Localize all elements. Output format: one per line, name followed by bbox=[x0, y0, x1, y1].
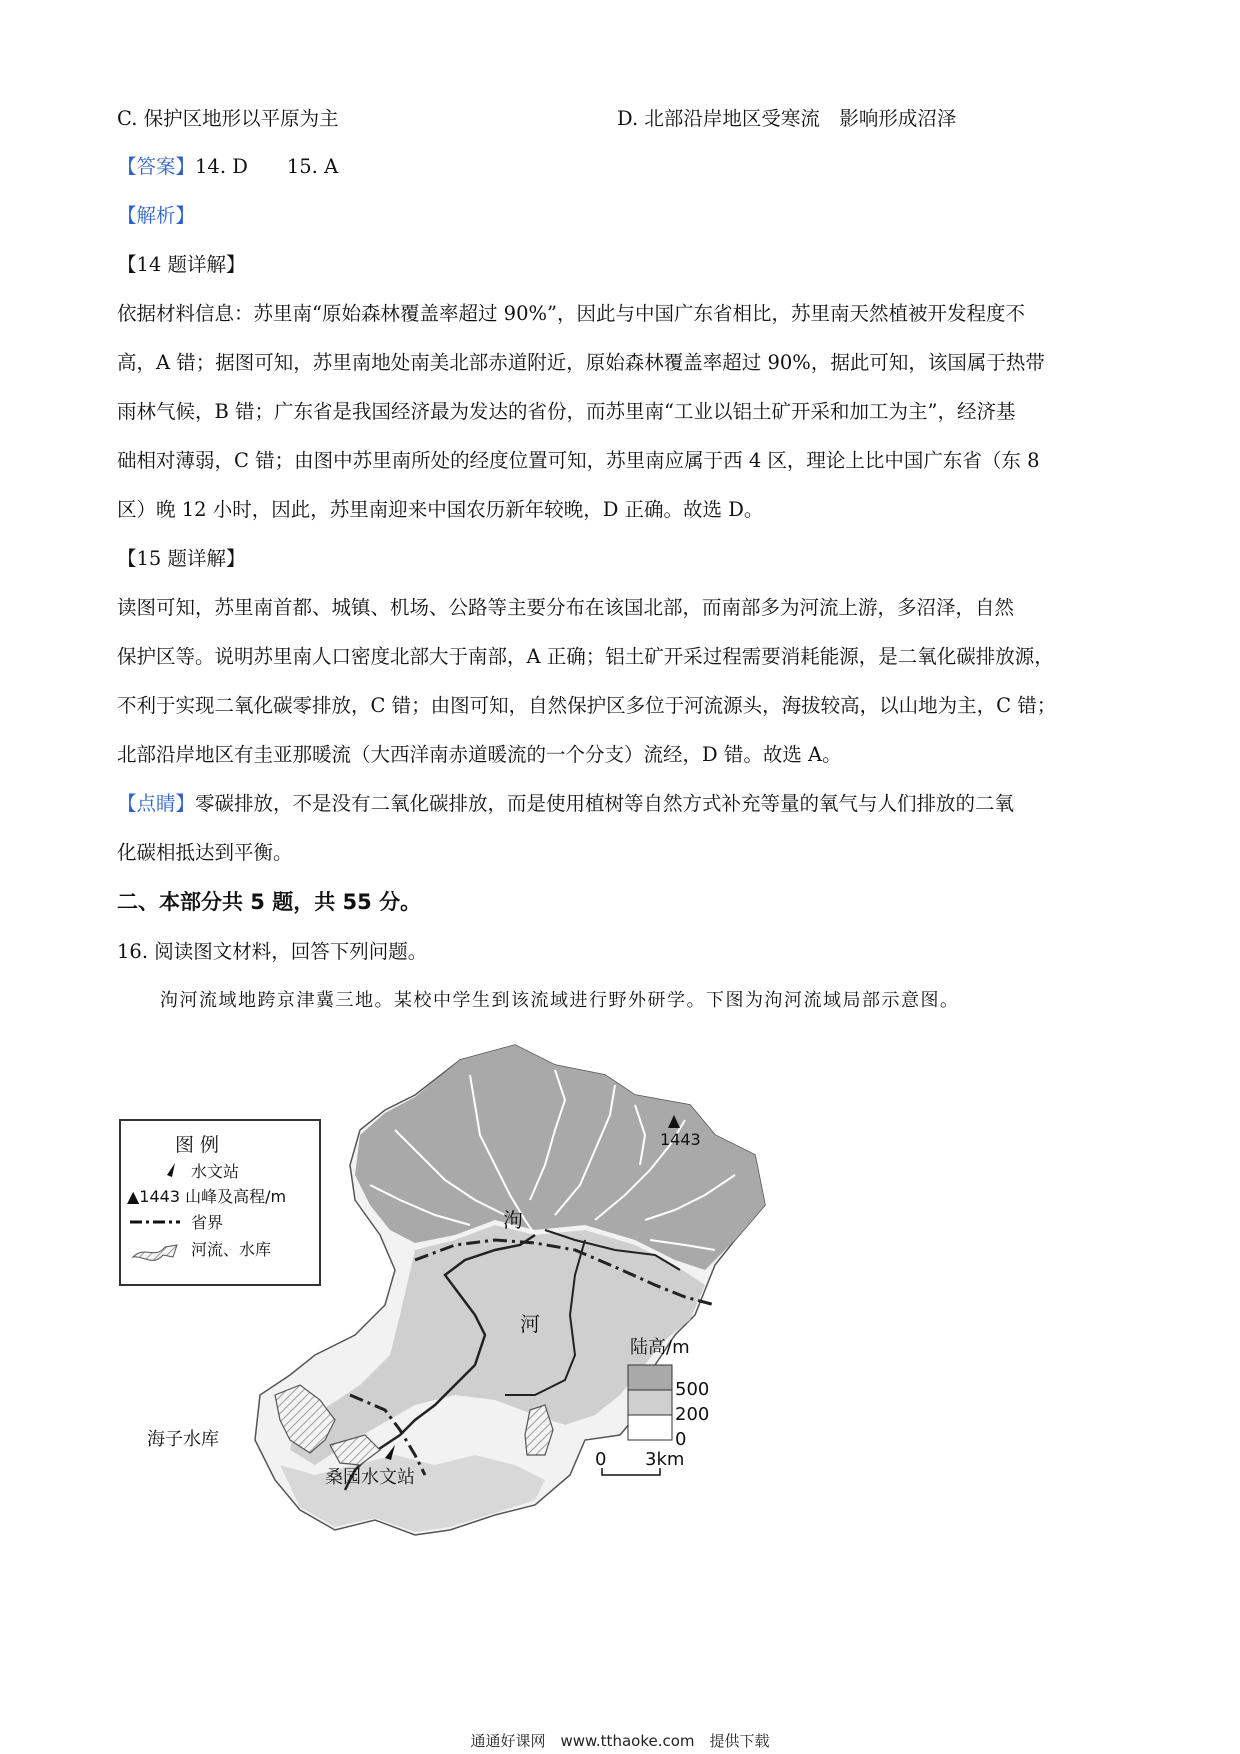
option-c: C. 保护区地形以平原为主 bbox=[117, 107, 339, 130]
answer-tag: 【答案】 bbox=[117, 155, 196, 178]
legend-river: 河流、水库 bbox=[191, 1240, 272, 1259]
watershed-map bbox=[115, 1035, 815, 1575]
legend-peak: ▲1443 山峰及高程/m bbox=[127, 1187, 287, 1206]
elev-tick-500: 500 bbox=[675, 1379, 710, 1400]
q15-line-1: 读图可知，苏里南首都、城镇、机场、公路等主要分布在该国北部，而南部多为河流上游，多沼泽，自然 bbox=[117, 596, 1015, 619]
elev-tick-0: 0 bbox=[675, 1429, 687, 1450]
scale-three: 3km bbox=[645, 1449, 685, 1470]
q14-line-5: 区）晚 12 小时，因此，苏里南迎来中国农历新年较晚，D 正确。故选 D。 bbox=[117, 498, 764, 521]
reservoir-label: 海子水库 bbox=[147, 1429, 219, 1450]
river-label-2: 河 bbox=[520, 1312, 540, 1336]
q14-line-2: 高，A 错；据图可知，苏里南地处南美北部赤道附近，原始森林覆盖率超过 90%，据此可知，该国属于热带 bbox=[117, 351, 1045, 374]
peak-label: 1443 bbox=[660, 1130, 701, 1149]
tip-text: 零碳排放，不是没有二氧化碳排放，而是使用植树等自然方式补充等量的氧气与人们排放的二氧 bbox=[195, 792, 1015, 815]
tip-line-1 bbox=[117, 793, 1014, 815]
q14-line-4: 础相对薄弱，C 错；由图中苏里南所处的经度位置可知，苏里南应属于西 4 区，理论上比中国广东省（东 8 bbox=[117, 449, 1040, 472]
q15-heading: 【15 题详解】 bbox=[117, 547, 246, 570]
tip-tag: 【点睛】 bbox=[117, 792, 196, 815]
q16-material: 泃河流域地跨京津冀三地。某校中学生到该流域进行野外研学。下图为泃河流域局部示意图。 bbox=[160, 990, 960, 1011]
station-label: 桑园水文站 bbox=[325, 1467, 415, 1488]
q14-heading: 【14 题详解】 bbox=[117, 253, 246, 276]
q16-title: 16. 阅读图文材料，回答下列问题。 bbox=[117, 940, 428, 963]
elev-key-low bbox=[628, 1415, 672, 1440]
elev-key-high bbox=[628, 1365, 672, 1390]
elev-key-mid bbox=[628, 1390, 672, 1415]
scale-zero: 0 bbox=[595, 1449, 607, 1470]
q15-line-2: 保护区等。说明苏里南人口密度北部大于南部，A 正确；铝土矿开采过程需要消耗能源，是二氧化碳排放源， bbox=[117, 645, 1054, 668]
q15-line-4: 北部沿岸地区有圭亚那暖流（大西洋南赤道暖流的一个分支）流经，D 错。故选 A。 bbox=[117, 743, 842, 766]
page-footer: 通通好课网 www.tthaoke.com 提供下载 bbox=[470, 1732, 770, 1750]
answer-line bbox=[117, 156, 338, 178]
q15-line-3: 不利于实现二氧化碳零排放，C 错；由图可知，自然保护区多位于河流源头，海拔较高，以山地为主，C 错； bbox=[117, 694, 1057, 717]
legend-station: 水文站 bbox=[191, 1162, 240, 1181]
tip-line-2: 化碳相抵达到平衡。 bbox=[117, 841, 293, 864]
q14-line-3: 雨林气候，B 错；广东省是我国经济最为发达的省份，而苏里南“工业以铝土矿开采和加工为主”，经济基 bbox=[117, 400, 1016, 423]
section-title: 二、本部分共 5 题，共 55 分。 bbox=[117, 890, 422, 914]
legend-title: 图 例 bbox=[175, 1134, 220, 1156]
elev-tick-200: 200 bbox=[675, 1404, 710, 1425]
river-label-1: 泃 bbox=[503, 1208, 523, 1232]
option-d: D. 北部沿岸地区受寒流 影响形成沼泽 bbox=[617, 107, 957, 130]
q14-line-1: 依据材料信息：苏里南“原始森林覆盖率超过 90%”，因此与中国广东省相比，苏里南天然植被开发程度不 bbox=[117, 302, 1025, 325]
answer-text: 14. D 15. A bbox=[195, 155, 339, 178]
analysis-tag: 【解析】 bbox=[117, 204, 196, 227]
elevation-title: 陆高/m bbox=[630, 1337, 690, 1358]
legend-border: 省界 bbox=[191, 1213, 224, 1232]
